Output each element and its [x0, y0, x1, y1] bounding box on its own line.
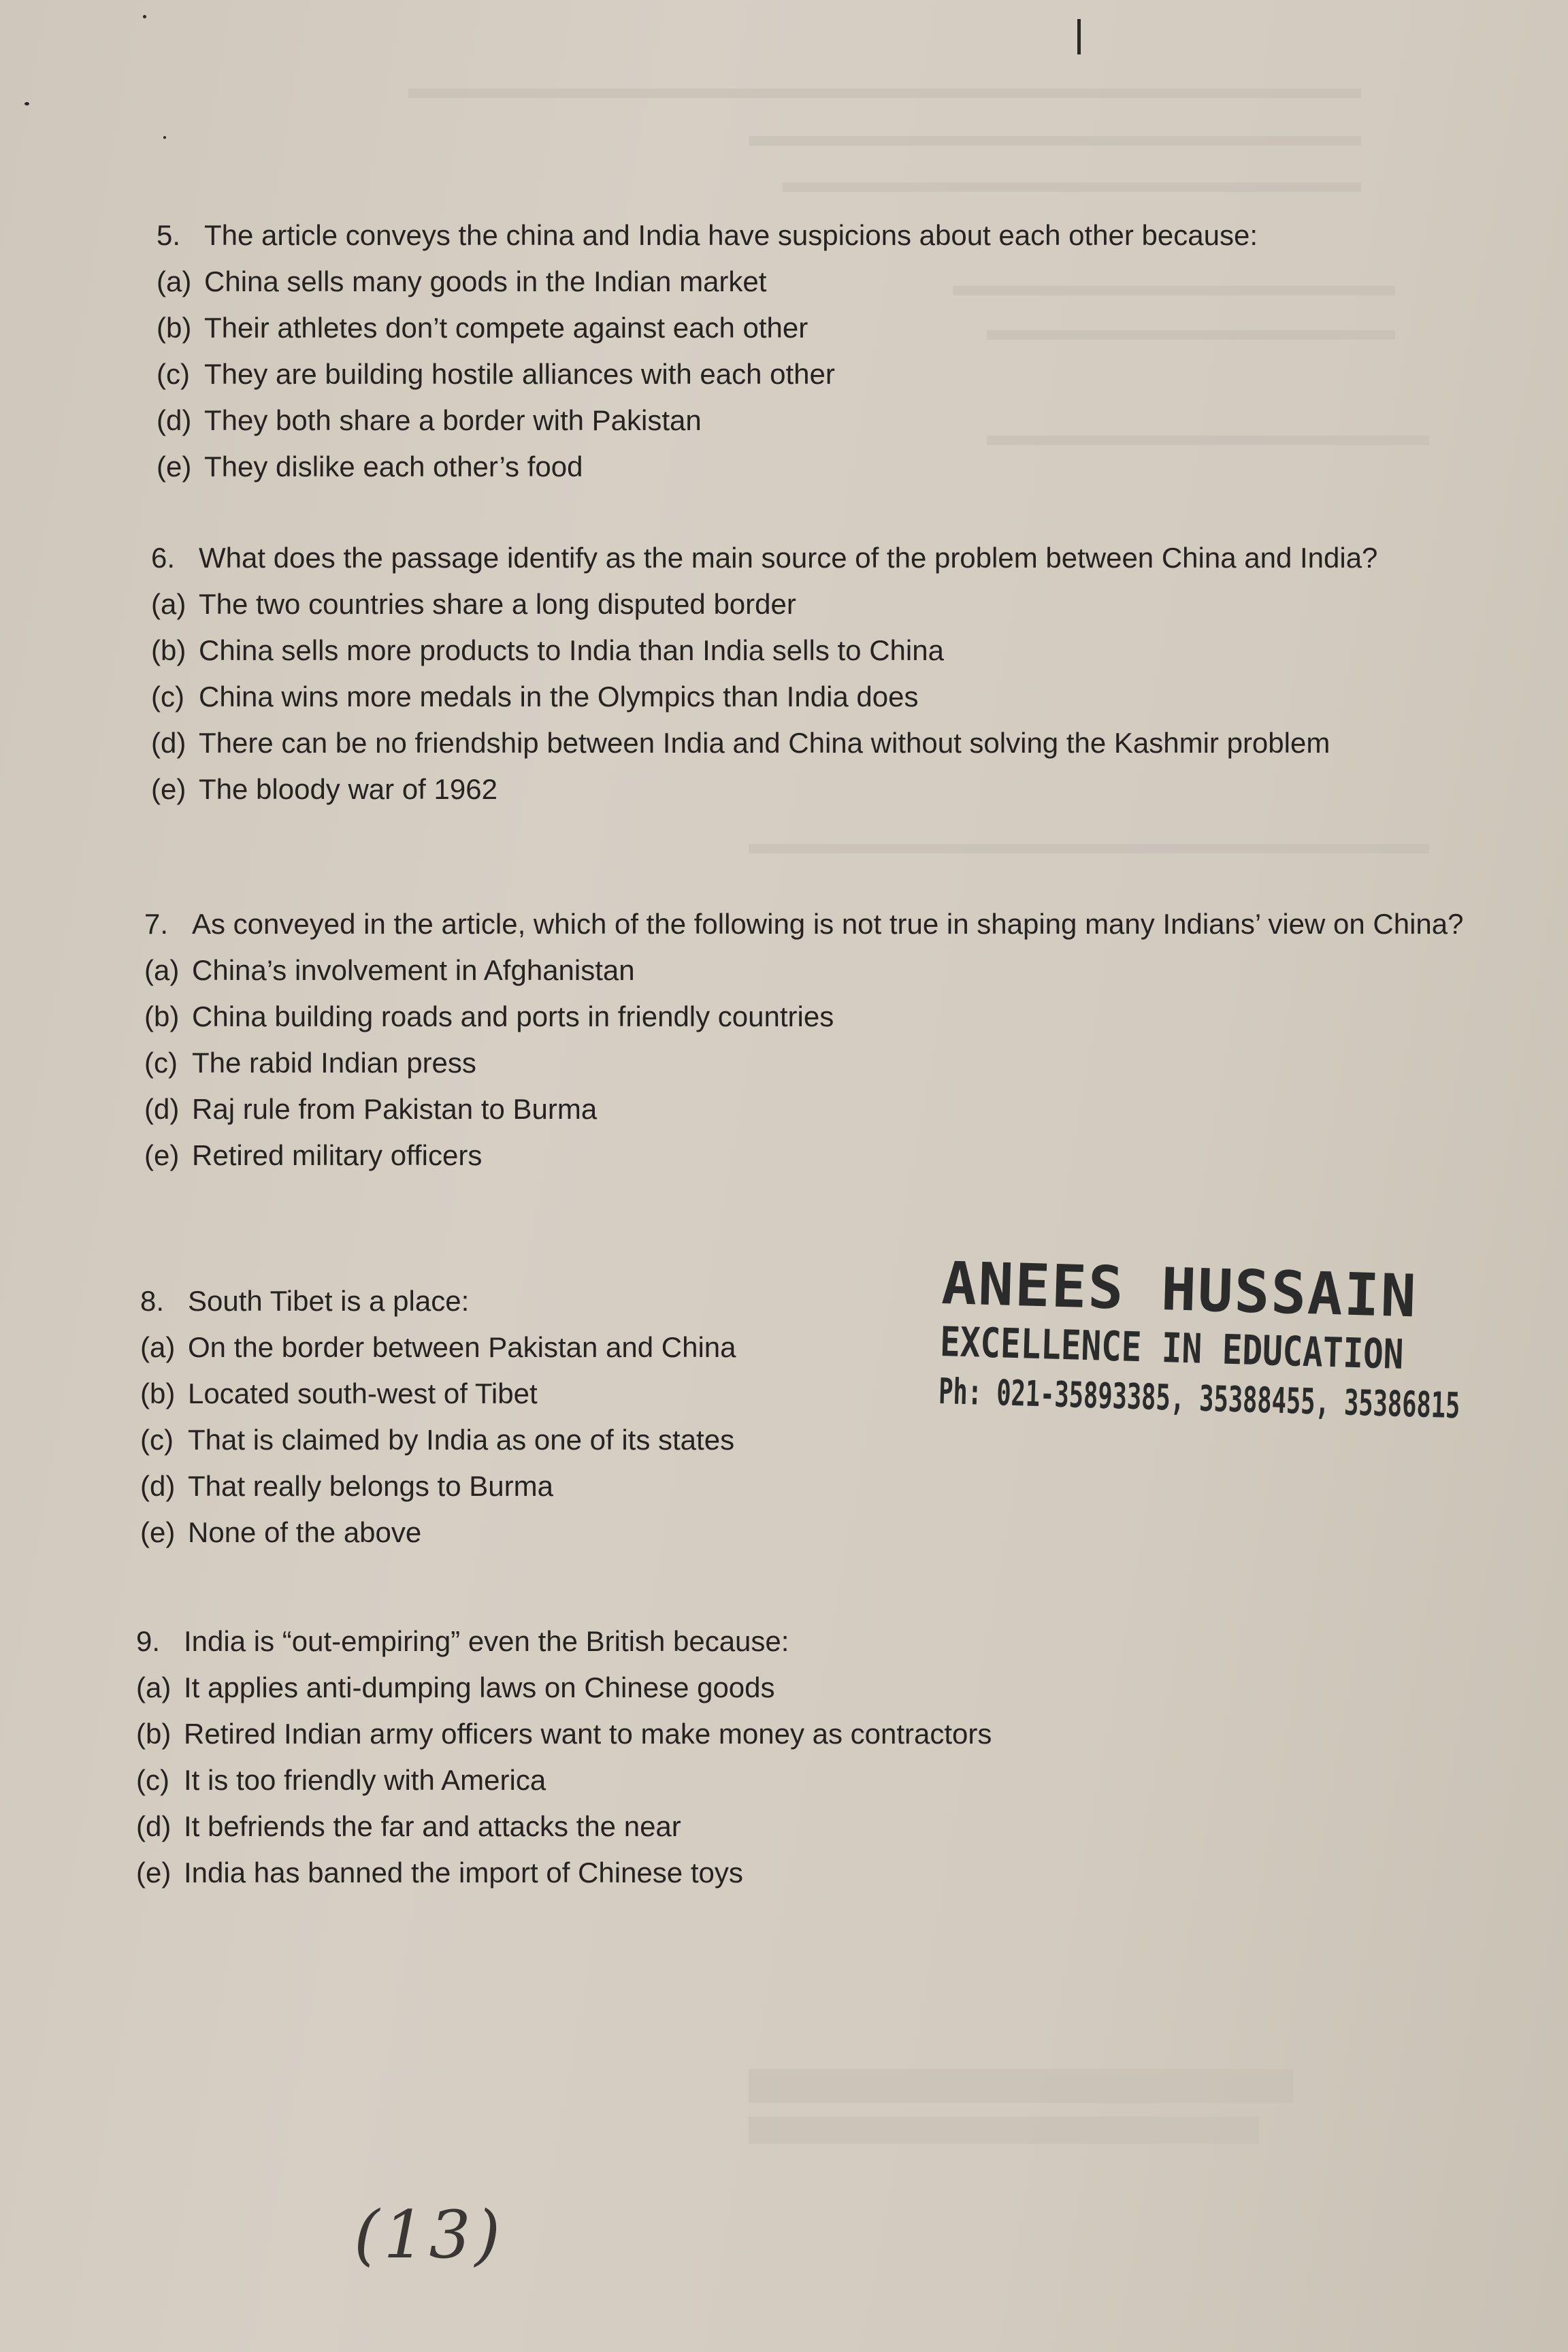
- question-number: 7.: [144, 908, 169, 940]
- scan-mark: [24, 102, 29, 105]
- option-label: (e): [136, 1857, 172, 1889]
- option-text: China sells many goods in the Indian market: [204, 265, 767, 297]
- question-number: 9.: [136, 1625, 161, 1657]
- scan-mark: [143, 15, 146, 18]
- option-text: India has banned the import of Chinese toys: [184, 1857, 743, 1889]
- option-text: Retired Indian army officers want to make money as contractors: [184, 1718, 992, 1750]
- option-label: (c): [136, 1764, 169, 1796]
- option: [151, 674, 1475, 720]
- option: [136, 1711, 1293, 1757]
- option-label: (c): [140, 1424, 174, 1456]
- option-label: (d): [136, 1810, 172, 1842]
- option-label: (b): [140, 1377, 176, 1409]
- option: [157, 259, 1354, 305]
- option-text: None of the above: [188, 1516, 422, 1548]
- option-label: (a): [140, 1331, 176, 1363]
- stamp-name: ANEES HUSSAIN: [941, 1250, 1418, 1331]
- option-label: (e): [144, 1139, 180, 1171]
- page-number: (13): [354, 2197, 505, 2273]
- question-number: 5.: [157, 219, 181, 251]
- option: [136, 1850, 1293, 1896]
- option-label: (c): [144, 1047, 178, 1079]
- option-text: The two countries share a long disputed border: [199, 588, 796, 620]
- question-stem: [144, 901, 1488, 947]
- option: [140, 1417, 889, 1463]
- option-text: China’s involvement in Afghanistan: [192, 954, 635, 986]
- option-text: China sells more products to India than India sells to China: [199, 634, 944, 666]
- option: [144, 1132, 1488, 1179]
- option: [136, 1803, 1293, 1850]
- option-label: (a): [144, 954, 180, 986]
- option-label: (a): [157, 265, 192, 297]
- option-label: (a): [136, 1671, 172, 1703]
- question-number: 8.: [140, 1285, 165, 1317]
- question-text: What does the passage identify as the main source of the problem between China and India?: [199, 542, 1378, 574]
- option-label: (d): [144, 1093, 180, 1125]
- option: [140, 1463, 889, 1509]
- option-label: (b): [157, 312, 192, 344]
- option-label: (e): [151, 773, 186, 805]
- question-stem: [136, 1618, 1293, 1665]
- option-label: (b): [144, 1000, 180, 1032]
- option: [140, 1324, 889, 1371]
- scan-mark: [1077, 19, 1081, 54]
- question-9: [136, 1618, 1293, 1896]
- question-text: India is “out-empiring” even the British because:: [184, 1625, 789, 1657]
- option-text: Their athletes don’t compete against each other: [204, 312, 808, 344]
- option-label: (d): [151, 727, 186, 759]
- question-8: [140, 1278, 889, 1556]
- option-label: (c): [151, 681, 184, 713]
- option-text: There can be no friendship between India and China without solving the Kashmir problem: [199, 727, 1330, 759]
- option: [157, 397, 1354, 444]
- question-6: [151, 535, 1475, 813]
- question-text: The article conveys the china and India have suspicions about each other because:: [204, 219, 1258, 251]
- option: [144, 947, 1488, 994]
- option-label: (d): [140, 1470, 176, 1502]
- option-label: (b): [136, 1718, 172, 1750]
- option-label: (c): [157, 358, 190, 390]
- scan-mark: [163, 136, 166, 139]
- option-text: It is too friendly with America: [184, 1764, 546, 1796]
- option: [151, 720, 1475, 766]
- option-text: The rabid Indian press: [192, 1047, 476, 1079]
- stamp-tagline: EXCELLENCE IN EDUCATION: [939, 1318, 1405, 1379]
- question-stem: [157, 212, 1354, 259]
- option: [144, 1086, 1488, 1132]
- institution-stamp: [938, 1250, 1461, 1428]
- option-text: It applies anti-dumping laws on Chinese goods: [184, 1671, 775, 1703]
- option: [140, 1371, 889, 1417]
- option: [140, 1509, 889, 1556]
- option-text: It befriends the far and attacks the near: [184, 1810, 681, 1842]
- option: [157, 444, 1354, 490]
- question-5: [157, 212, 1354, 490]
- option: [151, 627, 1475, 674]
- question-number: 6.: [151, 542, 176, 574]
- option-text: That is claimed by India as one of its states: [188, 1424, 735, 1456]
- question-text: As conveyed in the article, which of the following is not true in shaping many Indians’ view on China?: [192, 908, 1464, 940]
- question-stem: [140, 1278, 889, 1324]
- option-text: China wins more medals in the Olympics than India does: [199, 681, 919, 713]
- option-text: They dislike each other’s food: [204, 451, 583, 483]
- question-text: South Tibet is a place:: [188, 1285, 470, 1317]
- option-text: That really belongs to Burma: [188, 1470, 553, 1502]
- option: [157, 351, 1354, 397]
- option-label: (e): [157, 451, 192, 483]
- option: [151, 581, 1475, 627]
- option: [136, 1665, 1293, 1711]
- option-text: On the border between Pakistan and China: [188, 1331, 736, 1363]
- option: [144, 1040, 1488, 1086]
- option: [136, 1757, 1293, 1803]
- option-text: They both share a border with Pakistan: [204, 404, 702, 436]
- option-label: (e): [140, 1516, 176, 1548]
- option-label: (a): [151, 588, 186, 620]
- option-label: (d): [157, 404, 192, 436]
- option: [151, 766, 1475, 813]
- option-text: Raj rule from Pakistan to Burma: [192, 1093, 598, 1125]
- option: [144, 994, 1488, 1040]
- question-7: [144, 901, 1488, 1179]
- option-text: Retired military officers: [192, 1139, 483, 1171]
- option: [157, 305, 1354, 351]
- option-text: The bloody war of 1962: [199, 773, 497, 805]
- option-text: They are building hostile alliances with each other: [204, 358, 835, 390]
- stamp-phone: Ph: 021-35893385, 35388455, 35386815: [938, 1371, 1461, 1427]
- option-label: (b): [151, 634, 186, 666]
- question-stem: [151, 535, 1475, 581]
- option-text: China building roads and ports in friendly countries: [192, 1000, 834, 1032]
- option-text: Located south-west of Tibet: [188, 1377, 538, 1409]
